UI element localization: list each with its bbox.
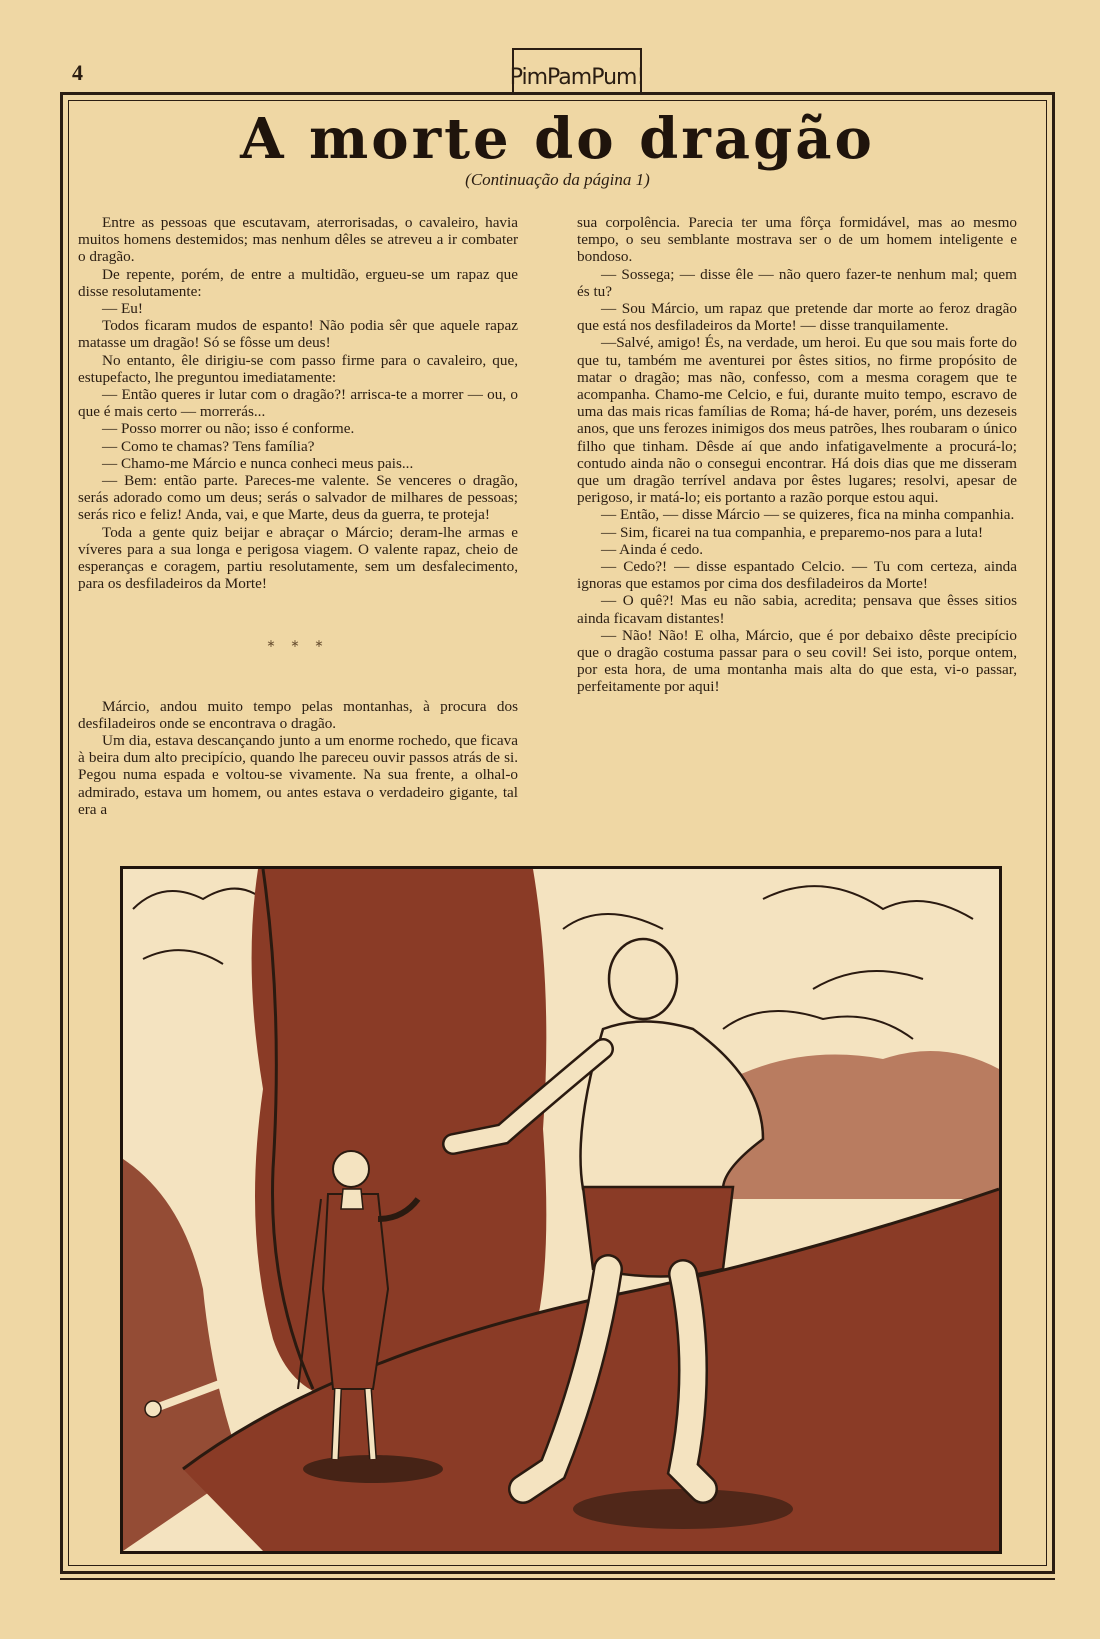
paragraph: — Como te chamas? Tens família? — [102, 437, 315, 455]
paragraph: — Sou Márcio, um rapaz que pretende dar morte ao feroz dragão que está nos desfiladeiros da Morte! — disse tranquilamente. — [577, 300, 1017, 335]
paragraph: De repente, porém, de entre a multidão, ergueu-se um rapaz que disse resolutamente: — [78, 265, 518, 300]
paragraph: Márcio, andou muito tempo pelas montanhas, à procura dos desfiladeiros onde se encontrava o dragão. — [78, 697, 518, 732]
paragraph: — O quê?! Mas eu não sabia, acredita; pensava que êsses sitios ainda ficavam distantes! — [577, 592, 1017, 627]
left-column — [78, 214, 518, 818]
masthead-logo: PimPamPum! — [512, 48, 642, 92]
paragraph: — Bem: então parte. Pareces-me valente. Se venceres o dragão, serás adorado como um deus; serás o salvador de milhares de pessoas; serás rico e feliz! Anda, vai, e que Marte, deus da guerra, te proteja! — [78, 472, 518, 524]
article-subtitle: (Continuação da página 1) — [465, 170, 650, 189]
paragraph: Toda a gente quiz beijar e abraçar o Márcio; deram-lhe armas e víveres para a sua longa e perigosa viagem. O valente rapaz, cheio de esperanças e coragem, partiu resolutamente, sem um desfalecimento, para os desfiladeiros da Morte! — [78, 523, 518, 593]
paragraph: Entre as pessoas que escutavam, aterrorisadas, o cavaleiro, havia muitos homens destemidos; mas nenhum dêles se atreveu a ir combater o dragão. — [78, 214, 518, 266]
paragraph: — Posso morrer ou não; isso é conforme. — [102, 420, 355, 438]
paragraph: — Não! Não! E olha, Márcio, que é por debaixo dêste precipício que o dragão costuma passar para o seu covil! Sei isto, porque ontem, por esta hora, de uma montanha mais alta do que esta, vi-o passar, perfeitamente por aqui! — [577, 626, 1017, 696]
paragraph: — Ainda é cedo. — [601, 540, 704, 558]
paragraph: No entanto, êle dirigiu-se com passo firme para o cavaleiro, que, estupefacto, lhe preguntou imediatamente: — [78, 351, 518, 386]
paragraph: — Então, — disse Márcio — se quizeres, fica na minha companhia. — [601, 506, 1015, 524]
paragraph: — Sim, ficarei na tua companhia, e preparemo-nos para a luta! — [601, 523, 984, 541]
paragraph: Um dia, estava descançando junto a um enorme rochedo, que ficava à beira dum alto precipício, quando lhe pareceu ouvir passos atrás de si. Pegou numa espada e voltou-se vivamente. Na sua frente, a olhal-o admirado, estava um homem, ou antes estava o verdadeiro gigante, tal era a — [78, 732, 518, 818]
paragraph: — Chamo-me Márcio e nunca conheci meus pais... — [102, 454, 414, 472]
paragraph: — Então queres ir lutar com o dragão?! arrisca-te a morrer — ou, o que é mais certo — morrerás... — [78, 386, 518, 421]
paragraph: sua corpolência. Parecia ter uma fôrça formidável, mas ao mesmo tempo, o seu semblante mostrava ser o de um homem inteligente e bondoso. — [577, 214, 1017, 266]
article-title: A morte do dragão — [240, 106, 875, 172]
illustration-art — [123, 869, 999, 1551]
paragraph: —Salvé, amigo! És, na verdade, um heroi. Eu que sou mais forte do que tu, também me aventurei por êstes sitios, no firme propósito de matar o dragão; mas não, confesso, com a mesma coragem que te acompanha. Chamo-me Celcio, e fui, durante muito tempo, escravo de uma das mais ricas famílias de Roma; há-de haver, porém, uns dezeseis anos, que uns ferozes inimigos dos meus patrões, lhes roubaram o único filho que tinham. Dêsde aí que ando infatigavelmente a procurá-lo; contudo ainda não o consegui encontrar. Há dois dias que me disseram que um dragão terrível andava por êstes lugares; resolvi, apesar de perigoso, ir matá-lo; eis portanto a razão porque estou aqui. — [577, 334, 1017, 507]
paragraph: — Cedo?! — disse espantado Celcio. — Tu com certeza, ainda ignoras que estamos por cima dos desfiladeiros da Morte! — [577, 558, 1017, 593]
bottom-rule — [60, 1578, 1055, 1580]
paragraph: Todos ficaram mudos de espanto! Não podia sêr que aquele rapaz matasse um dragão! Só se fôsse um deus! — [78, 317, 518, 352]
page-number: 4 — [72, 60, 83, 85]
right-column — [577, 214, 1017, 696]
section-separator: ∗ ∗ ∗ — [266, 638, 330, 651]
story-illustration — [120, 866, 1002, 1554]
paragraph: — Sossega; — disse êle — não quero fazer-te nenhum mal; quem és tu? — [577, 265, 1017, 300]
paragraph: — Eu! — [102, 300, 143, 318]
